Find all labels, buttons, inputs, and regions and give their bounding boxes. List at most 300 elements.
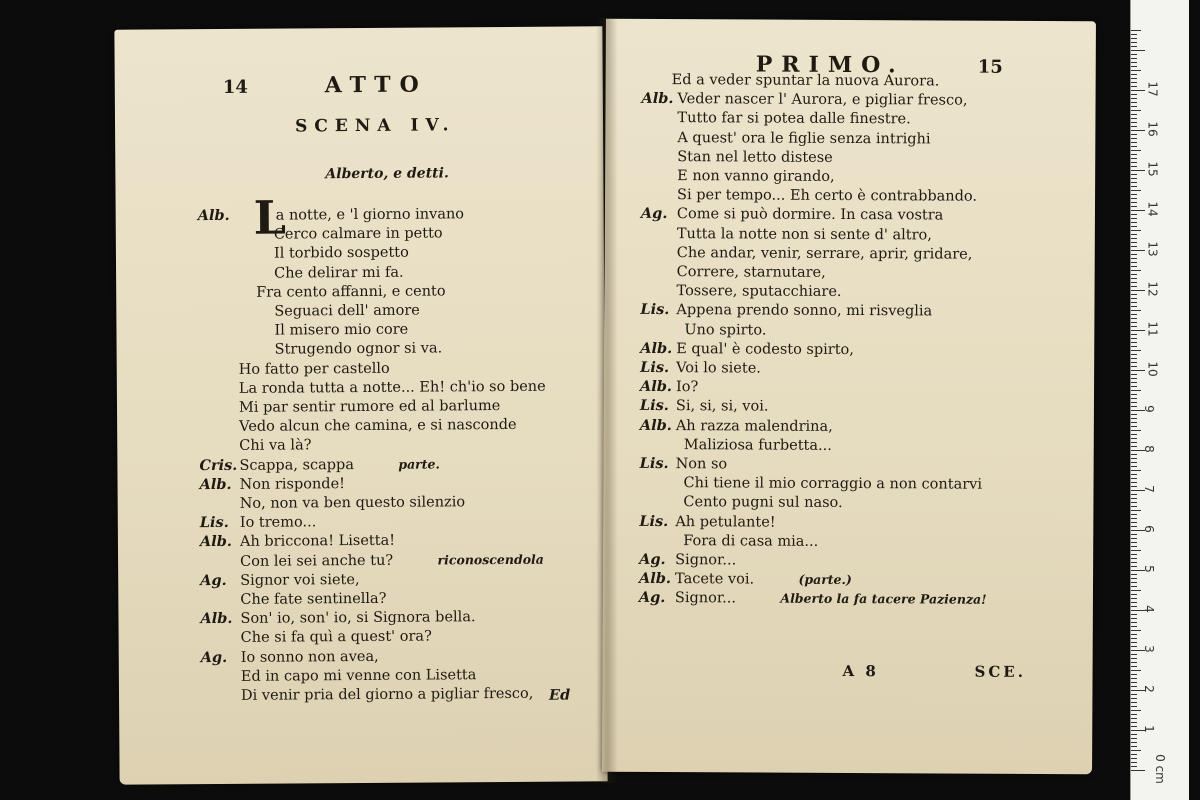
verse-line bbox=[199, 455, 440, 475]
line-text: Tutta la notte non si sente d' altro, bbox=[676, 225, 932, 244]
ruler-tick bbox=[1131, 334, 1137, 335]
left-running-head: ATTO bbox=[324, 71, 428, 99]
line-text: La ronda tutta a notte... Eh! ch'io so bene bbox=[238, 378, 546, 397]
ruler-label: 3 bbox=[1141, 645, 1156, 653]
ruler-tick bbox=[1131, 234, 1137, 235]
line-text: Con lei sei anche tu? bbox=[240, 552, 394, 570]
verse-line bbox=[199, 416, 517, 436]
ruler-tick bbox=[1131, 770, 1145, 771]
ruler-tick bbox=[1131, 510, 1141, 511]
ruler-tick bbox=[1131, 290, 1145, 291]
ruler-tick bbox=[1131, 94, 1137, 95]
ruler-tick bbox=[1131, 758, 1137, 759]
ruler-tick bbox=[1131, 506, 1137, 507]
line-text: Ah briccona! Lisetta! bbox=[239, 533, 396, 551]
ruler-tick bbox=[1131, 298, 1137, 299]
ruler-label: 7 bbox=[1141, 485, 1156, 493]
ruler-tick bbox=[1131, 70, 1141, 71]
ruler-tick bbox=[1131, 310, 1141, 311]
ruler-tick bbox=[1131, 318, 1137, 319]
verse-line bbox=[640, 455, 728, 473]
ruler-tick bbox=[1131, 162, 1137, 163]
ruler-tick bbox=[1131, 682, 1137, 683]
ruler-tick bbox=[1131, 406, 1137, 407]
ruler-tick bbox=[1131, 210, 1145, 211]
drop-cap: L bbox=[253, 190, 287, 245]
ruler-tick bbox=[1131, 322, 1137, 323]
speaker-label: Alb. bbox=[641, 90, 674, 108]
verse-line bbox=[201, 647, 379, 666]
ruler-tick bbox=[1131, 606, 1137, 607]
ruler-tick bbox=[1131, 206, 1137, 207]
ruler-tick bbox=[1131, 50, 1145, 51]
ruler-tick bbox=[1131, 154, 1137, 155]
ruler-tick bbox=[1131, 378, 1137, 379]
ruler-tick bbox=[1131, 150, 1141, 151]
verse-line bbox=[639, 474, 982, 494]
ruler-label: 17 bbox=[1145, 81, 1160, 97]
ruler-tick bbox=[1131, 158, 1137, 159]
verse-line bbox=[201, 685, 533, 705]
line-text: Ho fatto per castello bbox=[238, 360, 390, 378]
line-text: Vedo alcun che camina, e si nasconde bbox=[239, 417, 517, 436]
ruler-tick bbox=[1131, 250, 1145, 251]
ruler-tick bbox=[1131, 374, 1137, 375]
ruler-label: 14 bbox=[1145, 201, 1160, 217]
verse-line bbox=[198, 205, 464, 225]
ruler-tick bbox=[1131, 66, 1137, 67]
line-text: Ah razza malendrina, bbox=[675, 417, 833, 435]
speaker-label: Cris. bbox=[199, 456, 238, 474]
ruler-tick bbox=[1131, 82, 1137, 83]
line-text: Fra cento affanni, e cento bbox=[256, 283, 446, 301]
ruler-tick bbox=[1131, 130, 1145, 131]
ruler-tick bbox=[1131, 586, 1137, 587]
ruler-tick bbox=[1131, 338, 1137, 339]
speaker-label: Ag. bbox=[640, 205, 668, 223]
ruler-tick bbox=[1131, 62, 1137, 63]
ruler-tick bbox=[1131, 766, 1137, 767]
ruler-tick bbox=[1131, 526, 1137, 527]
ruler-tick bbox=[1131, 638, 1137, 639]
ruler-tick bbox=[1131, 702, 1137, 703]
ruler-tick bbox=[1131, 582, 1137, 583]
ruler-tick bbox=[1131, 306, 1137, 307]
ruler-tick bbox=[1131, 262, 1137, 263]
line-text: E non vanno girando, bbox=[677, 168, 835, 185]
ruler-tick bbox=[1131, 178, 1137, 179]
verse-line bbox=[640, 340, 854, 359]
ruler-tick bbox=[1131, 522, 1137, 523]
ruler-tick bbox=[1131, 326, 1137, 327]
ruler-tick bbox=[1131, 762, 1137, 763]
ruler-tick bbox=[1131, 394, 1137, 395]
verse-line bbox=[639, 551, 736, 570]
verse-line bbox=[200, 608, 475, 628]
ruler-tick bbox=[1131, 562, 1137, 563]
verse-line bbox=[198, 302, 420, 322]
line-text: Di venir pria del giorno a pigliar fresco, bbox=[240, 685, 534, 704]
verse-line bbox=[641, 282, 842, 301]
ruler-tick bbox=[1131, 38, 1137, 39]
ruler-tick bbox=[1131, 226, 1137, 227]
speaker-label: Lis. bbox=[639, 512, 669, 530]
ruler-label: 5 bbox=[1141, 565, 1156, 573]
book-gutter bbox=[596, 18, 618, 783]
speaker-label: Alb. bbox=[638, 570, 672, 588]
right-running-head: PRIMO. bbox=[755, 51, 905, 79]
speaker-label: Ag. bbox=[638, 589, 666, 607]
line-text: Signor... bbox=[675, 552, 737, 569]
line-text: Non so bbox=[675, 456, 728, 473]
verse-line bbox=[198, 225, 443, 245]
ruler-label: 4 bbox=[1141, 605, 1156, 613]
line-text: Come si può dormire. In casa vostra bbox=[676, 206, 944, 224]
ruler-tick bbox=[1131, 294, 1137, 295]
verse-line bbox=[200, 590, 386, 609]
speaker-label: Ag. bbox=[200, 648, 228, 666]
line-text: Si per tempo... Eh certo è contrabbando. bbox=[677, 187, 978, 205]
ruler-tick bbox=[1131, 286, 1137, 287]
line-text: Io tremo... bbox=[239, 514, 317, 532]
ruler-tick bbox=[1131, 670, 1141, 671]
ruler-tick bbox=[1131, 182, 1137, 183]
ruler-tick bbox=[1131, 470, 1141, 471]
line-text: Mi par sentir rumore ed al barlume bbox=[238, 398, 501, 416]
speaker-label: Alb. bbox=[639, 416, 672, 434]
verse-line bbox=[199, 340, 443, 360]
verse-line bbox=[640, 397, 769, 416]
verse-line bbox=[198, 244, 409, 263]
ruler-tick bbox=[1131, 454, 1137, 455]
line-text: Ed a veder spuntar la nuova Aurora. bbox=[671, 72, 940, 90]
ruler-tick bbox=[1131, 686, 1137, 687]
scene-heading: SCENA IV. bbox=[294, 115, 456, 137]
ruler-tick bbox=[1131, 190, 1141, 191]
ruler-tick bbox=[1131, 90, 1145, 91]
ruler-tick bbox=[1131, 722, 1137, 723]
ruler-tick bbox=[1131, 126, 1137, 127]
ruler-tick bbox=[1131, 270, 1141, 271]
ruler-tick bbox=[1131, 514, 1137, 515]
speaker-label: Alb. bbox=[199, 533, 232, 551]
ruler-tick bbox=[1131, 706, 1137, 707]
ruler-tick bbox=[1131, 626, 1137, 627]
ruler-tick bbox=[1131, 302, 1137, 303]
ruler-label: 6 bbox=[1141, 525, 1156, 533]
ruler-tick bbox=[1131, 386, 1137, 387]
ruler-tick bbox=[1131, 654, 1137, 655]
ruler-tick bbox=[1131, 474, 1137, 475]
ruler-tick bbox=[1131, 402, 1137, 403]
ruler-tick bbox=[1131, 382, 1137, 383]
line-text: Tossere, sputacchiare. bbox=[676, 283, 842, 301]
ruler-tick bbox=[1131, 630, 1141, 631]
verse-line bbox=[639, 589, 987, 609]
ruler-tick bbox=[1131, 566, 1137, 567]
ruler-tick bbox=[1131, 422, 1137, 423]
ruler-tick bbox=[1131, 462, 1137, 463]
verse-line bbox=[641, 148, 833, 167]
ruler-label: 11 bbox=[1145, 321, 1160, 337]
line-text: No, non va ben questo silenzio bbox=[239, 494, 466, 512]
verse-line bbox=[641, 186, 977, 206]
ruler-tick bbox=[1131, 546, 1137, 547]
verse-line bbox=[200, 514, 317, 533]
verse-line bbox=[641, 205, 943, 225]
ruler-tick bbox=[1131, 118, 1137, 119]
speaker-label: Alb. bbox=[197, 206, 230, 225]
stage-direction: Alberto la fa tacere Pazienza! bbox=[775, 591, 987, 608]
ruler-tick bbox=[1131, 494, 1137, 495]
speaker-label: Lis. bbox=[640, 301, 670, 319]
ruler-tick bbox=[1131, 398, 1137, 399]
verse-line bbox=[640, 378, 698, 396]
verse-line bbox=[198, 321, 408, 340]
speaker-label: Alb. bbox=[640, 378, 673, 396]
line-text: Strugendo ognor si va. bbox=[274, 340, 443, 358]
speaker-label: Lis. bbox=[640, 358, 670, 377]
signature-mark: A 8 bbox=[842, 661, 879, 681]
verse-line bbox=[200, 532, 395, 551]
line-text: Si, si, si, voi. bbox=[675, 398, 769, 415]
line-text: Io sonno non avea, bbox=[240, 648, 379, 666]
ruler-tick bbox=[1131, 134, 1137, 135]
ruler-tick bbox=[1131, 714, 1137, 715]
verse-line bbox=[640, 321, 766, 340]
ruler-tick bbox=[1131, 662, 1137, 663]
line-text: Scappa, scappa bbox=[239, 456, 355, 474]
ruler-tick bbox=[1131, 142, 1137, 143]
line-text: Fora di casa mia... bbox=[683, 532, 819, 550]
ruler-label: 12 bbox=[1145, 281, 1160, 297]
ruler-tick bbox=[1131, 622, 1137, 623]
verse-line bbox=[641, 129, 930, 149]
ruler-tick bbox=[1131, 482, 1137, 483]
ruler-tick bbox=[1131, 146, 1137, 147]
verse-line bbox=[639, 512, 775, 531]
ruler-label: 1 bbox=[1141, 725, 1156, 733]
ruler-label: 0 cm bbox=[1152, 754, 1167, 784]
verse-line bbox=[639, 493, 842, 512]
ruler-tick bbox=[1131, 230, 1141, 231]
verse-line bbox=[641, 225, 932, 245]
left-page-number: 14 bbox=[222, 76, 248, 98]
line-text: A quest' ora le figlie senza intrighi bbox=[677, 129, 931, 148]
line-text: Maliziosa furbetta... bbox=[683, 436, 832, 454]
verse-line bbox=[641, 244, 973, 264]
ruler-tick bbox=[1131, 594, 1137, 595]
verse-line bbox=[199, 437, 311, 456]
ruler-tick bbox=[1131, 754, 1137, 755]
ruler-tick bbox=[1131, 726, 1137, 727]
ruler-tick bbox=[1131, 434, 1137, 435]
line-text: Cento pugni sul naso. bbox=[683, 494, 843, 512]
line-text: Signor... bbox=[674, 590, 737, 607]
measuring-ruler bbox=[1130, 0, 1189, 800]
line-text: Ed in capo mi venne con Lisetta bbox=[240, 666, 477, 685]
characters-line: Alberto, e detti. bbox=[325, 165, 449, 183]
ruler-tick bbox=[1131, 350, 1141, 351]
line-text: a notte, e 'l giorno invano bbox=[275, 206, 465, 224]
speaker-label: Ag. bbox=[639, 550, 666, 569]
ruler-tick bbox=[1131, 358, 1137, 359]
ruler-tick bbox=[1131, 734, 1137, 735]
ruler-tick bbox=[1131, 646, 1137, 647]
ruler-tick bbox=[1131, 466, 1137, 467]
line-text: Appena prendo sonno, mi risveglia bbox=[676, 302, 933, 320]
speaker-label: Lis. bbox=[639, 397, 669, 415]
ruler-tick bbox=[1131, 426, 1137, 427]
line-text: Tutto far si potea dalle finestre. bbox=[677, 110, 911, 128]
ruler-tick bbox=[1131, 58, 1137, 59]
ruler-tick bbox=[1131, 390, 1141, 391]
verse-line bbox=[641, 263, 826, 282]
line-text: Non risponde! bbox=[239, 475, 346, 493]
ruler-tick bbox=[1131, 542, 1137, 543]
ruler-tick bbox=[1131, 442, 1137, 443]
verse-line bbox=[641, 109, 910, 128]
ruler-tick bbox=[1131, 110, 1141, 111]
stage-direction: parte. bbox=[393, 456, 440, 472]
ruler-tick bbox=[1131, 122, 1137, 123]
verse-line bbox=[201, 628, 432, 648]
line-text: Correre, starnutare, bbox=[676, 264, 826, 281]
ruler-tick bbox=[1131, 46, 1137, 47]
ruler-tick bbox=[1131, 330, 1145, 331]
speaker-label: Lis. bbox=[639, 454, 669, 473]
line-text: Chi tiene il mio corraggio a non contarvi bbox=[683, 475, 983, 493]
ruler-tick bbox=[1131, 634, 1137, 635]
ruler-tick bbox=[1131, 354, 1137, 355]
line-text: Signor voi siete, bbox=[240, 571, 360, 589]
line-text: Che delirar mi fa. bbox=[274, 264, 404, 282]
verse-line bbox=[640, 359, 761, 378]
ruler-tick bbox=[1131, 446, 1137, 447]
line-text: Voi lo siete. bbox=[676, 360, 761, 377]
ruler-tick bbox=[1131, 78, 1137, 79]
ruler-tick bbox=[1131, 618, 1137, 619]
ruler-tick bbox=[1131, 74, 1137, 75]
ruler-tick bbox=[1131, 98, 1137, 99]
ruler-tick bbox=[1131, 486, 1137, 487]
line-text: Il torbido sospetto bbox=[273, 245, 409, 262]
ruler-label: 13 bbox=[1145, 241, 1160, 257]
line-text: Seguaci dell' amore bbox=[274, 302, 420, 320]
speaker-label: Alb. bbox=[640, 339, 673, 357]
verse-line bbox=[639, 570, 852, 589]
ruler-tick bbox=[1131, 266, 1137, 267]
ruler-label: 16 bbox=[1145, 121, 1160, 137]
ruler-tick bbox=[1131, 282, 1137, 283]
ruler-tick bbox=[1131, 698, 1137, 699]
stage-direction: riconoscendola bbox=[433, 551, 544, 568]
ruler-tick bbox=[1131, 430, 1141, 431]
ruler-tick bbox=[1131, 346, 1137, 347]
line-text: Io? bbox=[676, 379, 699, 396]
ruler-tick bbox=[1131, 174, 1137, 175]
ruler-tick bbox=[1131, 198, 1137, 199]
ruler-tick bbox=[1131, 574, 1137, 575]
ruler-tick bbox=[1131, 554, 1137, 555]
verse-line bbox=[641, 167, 835, 186]
line-text: Chi va là? bbox=[239, 437, 312, 455]
verse-line bbox=[640, 436, 832, 455]
verse-line bbox=[199, 475, 345, 494]
ruler-tick bbox=[1131, 478, 1137, 479]
verse-line bbox=[200, 550, 544, 570]
line-text: Cerco calmare in petto bbox=[273, 225, 443, 243]
ruler-tick bbox=[1131, 718, 1137, 719]
ruler-tick bbox=[1131, 202, 1137, 203]
ruler-tick bbox=[1131, 102, 1137, 103]
ruler-tick bbox=[1131, 166, 1137, 167]
line-text: Che si fa quì a quest' ora? bbox=[240, 628, 432, 647]
ruler-tick bbox=[1131, 438, 1137, 439]
right-page bbox=[602, 19, 1096, 775]
ruler-tick bbox=[1131, 666, 1137, 667]
ruler-tick bbox=[1131, 246, 1137, 247]
ruler-tick bbox=[1131, 538, 1137, 539]
ruler-tick bbox=[1131, 54, 1137, 55]
verse-line bbox=[198, 282, 445, 302]
verse-line bbox=[200, 493, 465, 513]
ruler-tick bbox=[1131, 186, 1137, 187]
ruler-tick bbox=[1131, 598, 1137, 599]
ruler-tick bbox=[1131, 738, 1137, 739]
ruler-tick bbox=[1131, 678, 1137, 679]
ruler-tick bbox=[1131, 558, 1137, 559]
line-text: Tacete voi. bbox=[674, 571, 755, 588]
ruler-label: 10 bbox=[1145, 361, 1160, 377]
ruler-tick bbox=[1131, 138, 1137, 139]
ruler-tick bbox=[1131, 366, 1137, 367]
ruler-tick bbox=[1131, 658, 1137, 659]
ruler-tick bbox=[1131, 106, 1137, 107]
line-text: E qual' è codesto spirto, bbox=[676, 340, 854, 358]
ruler-tick bbox=[1131, 218, 1137, 219]
line-text: Veder nascer l' Aurora, e pigliar fresco, bbox=[677, 91, 968, 109]
stage-direction: (parte.) bbox=[794, 571, 852, 588]
ruler-tick bbox=[1131, 602, 1137, 603]
open-book bbox=[112, 18, 1102, 783]
ruler-tick bbox=[1131, 746, 1137, 747]
left-page bbox=[114, 26, 607, 784]
ruler-tick bbox=[1131, 242, 1137, 243]
line-text: Uno spirto. bbox=[684, 321, 767, 339]
ruler-tick bbox=[1131, 254, 1137, 255]
ruler-tick bbox=[1131, 550, 1141, 551]
verse-line bbox=[200, 571, 359, 590]
speaker-label: Alb. bbox=[199, 475, 232, 493]
ruler-tick bbox=[1131, 86, 1137, 87]
verse-line bbox=[640, 301, 932, 321]
line-text: Son' io, son' io, si Signora bella. bbox=[240, 609, 476, 628]
ruler-tick bbox=[1131, 590, 1141, 591]
verse-line bbox=[639, 532, 818, 551]
ruler-tick bbox=[1131, 418, 1137, 419]
ruler-tick bbox=[1131, 238, 1137, 239]
ruler-tick bbox=[1131, 750, 1141, 751]
verse-line bbox=[198, 263, 404, 282]
line-text: Stan nel letto distese bbox=[677, 148, 833, 166]
line-text: Che andar, venir, serrare, aprir, gridare, bbox=[676, 244, 973, 263]
verse-line bbox=[199, 378, 546, 398]
ruler-tick bbox=[1131, 114, 1137, 115]
ruler-tick bbox=[1131, 34, 1137, 35]
verse-line bbox=[640, 416, 833, 435]
ruler-tick bbox=[1131, 30, 1141, 31]
